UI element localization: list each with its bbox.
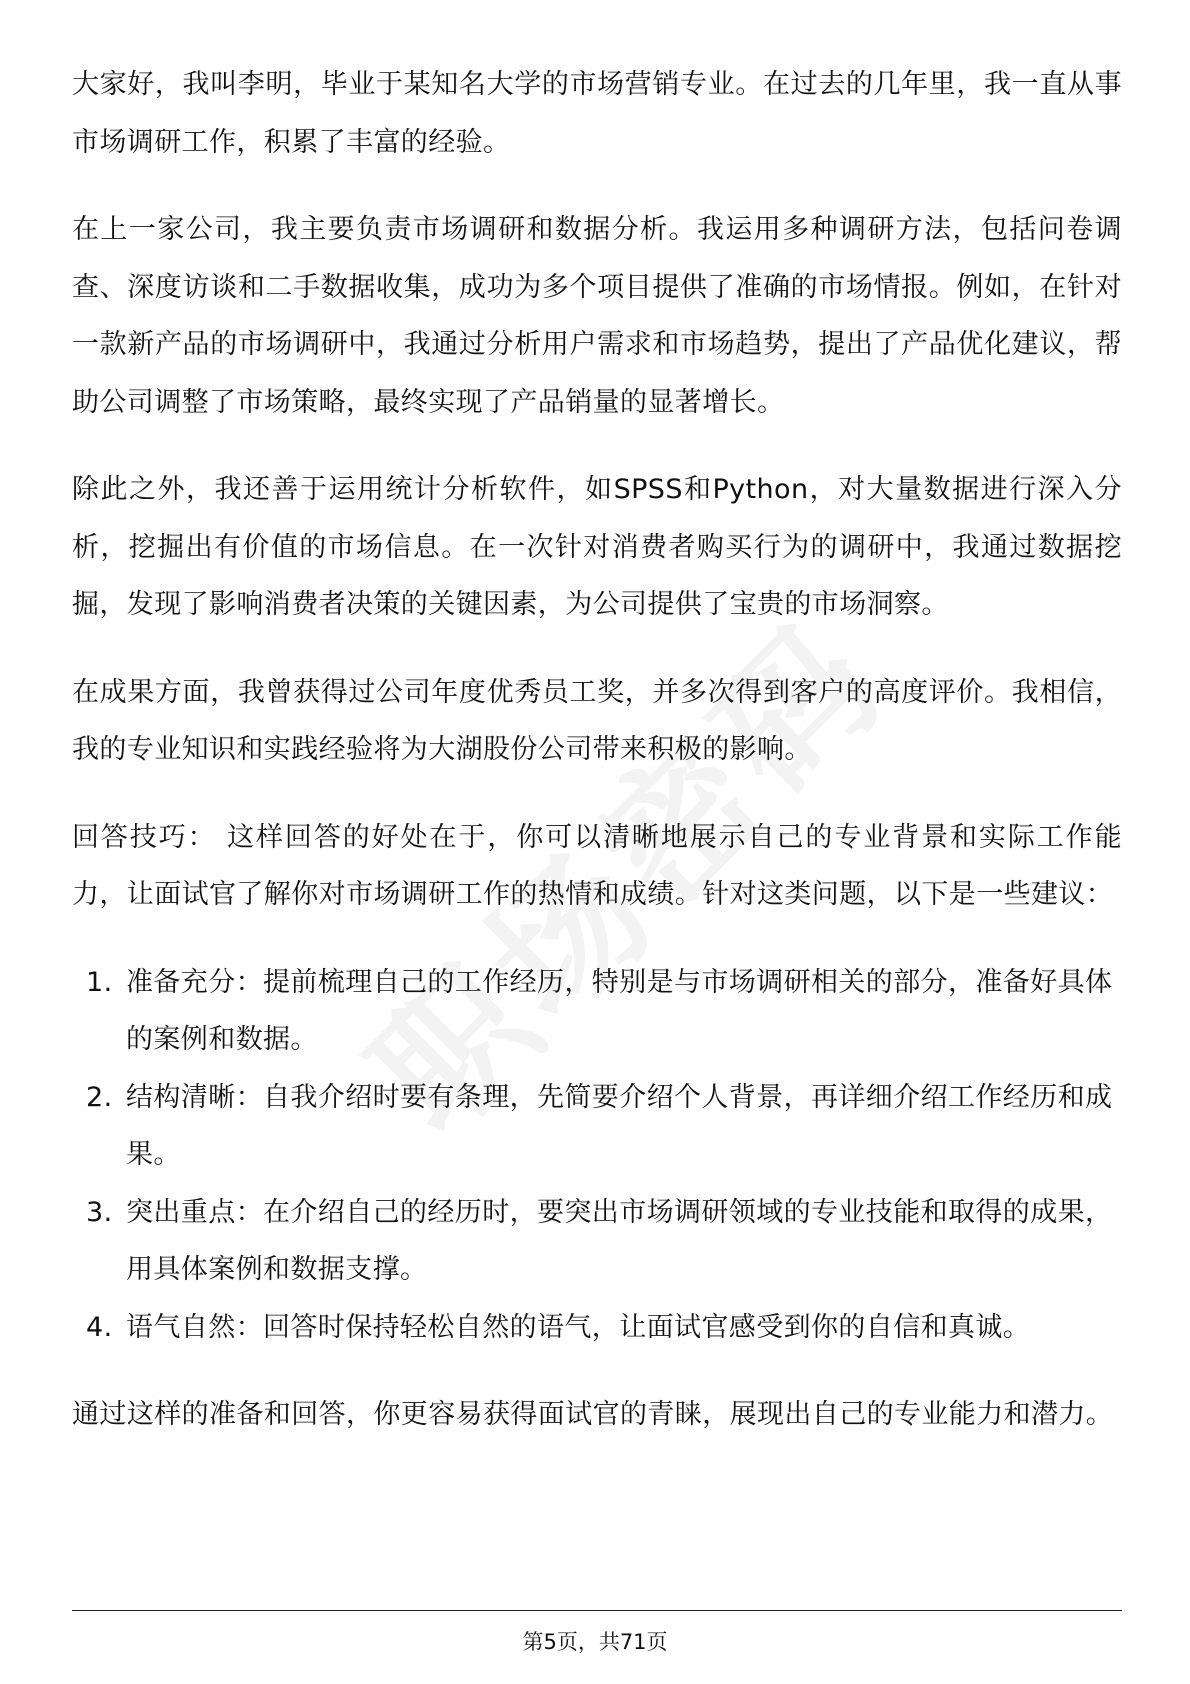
list-item (72, 954, 1122, 1069)
paragraph-achievements: 在成果方面，我曾获得过公司年度优秀员工奖，并多次得到客户的高度评价。我相信，我的专业知识和实践经验将为大湖股份公司带来积极的影响。 (72, 676, 1122, 765)
document-body (72, 56, 1122, 1474)
list-item-number: 4. (86, 1311, 113, 1343)
list-item (72, 1184, 1122, 1299)
list-item-number: 2. (86, 1081, 113, 1113)
paragraph-experience: 在上一家公司，我主要负责市场调研和数据分析。我运用多种调研方法，包括问卷调查、深度访谈和二手数据收集，成功为多个项目提供了准确的市场情报。例如，在针对一款新产品的市场调研中，我通过分析用户需求和市场趋势，提出了产品优化建议，帮助公司调整了市场策略，最终实现了产品销量的显著增长。 (72, 214, 1122, 418)
list-item-number: 1. (86, 966, 113, 998)
list-item (72, 1069, 1122, 1184)
list-item-text: 语气自然：回答时保持轻松自然的语气，让面试官感受到你的自信和真诚。 (126, 1311, 1031, 1343)
paragraph-skills: 除此之外，我还善于运用统计分析软件，如SPSS和Python，对大量数据进行深入分析，挖掘出有价值的市场信息。在一次针对消费者购买行为的调研中，我通过数据挖掘，发现了影响消费者决策的关键因素，为公司提供了宝贵的市场洞察。 (72, 474, 1122, 620)
paragraph-closing: 通过这样的准备和回答，你更容易获得面试官的青睐，展现出自己的专业能力和潜力。 (72, 1399, 1114, 1430)
paragraph-answer-tips: 回答技巧： 这样回答的好处在于，你可以清晰地展示自己的专业背景和实际工作能力，让面试官了解你对市场调研工作的热情和成绩。针对这类问题，以下是一些建议： (72, 821, 1122, 910)
list-item-text: 突出重点：在介绍自己的经历时，要突出市场调研领域的专业技能和取得的成果，用具体案例和数据支撑。 (126, 1196, 1113, 1285)
tips-list (72, 954, 1122, 1357)
list-item-number: 3. (86, 1196, 113, 1228)
list-item (72, 1299, 1122, 1357)
list-item-text: 准备充分：提前梳理自己的工作经历，特别是与市场调研相关的部分，准备好具体的案例和数据。 (126, 966, 1113, 1055)
footer-divider (72, 1610, 1122, 1611)
page-number: 第5页，共71页 (522, 1630, 668, 1654)
list-item-text: 结构清晰：自我介绍时要有条理，先简要介绍个人背景，再详细介绍工作经历和成果。 (126, 1081, 1113, 1170)
paragraph-intro: 大家好，我叫李明，毕业于某知名大学的市场营销专业。在过去的几年里，我一直从事市场调研工作，积累了丰富的经验。 (72, 69, 1122, 158)
